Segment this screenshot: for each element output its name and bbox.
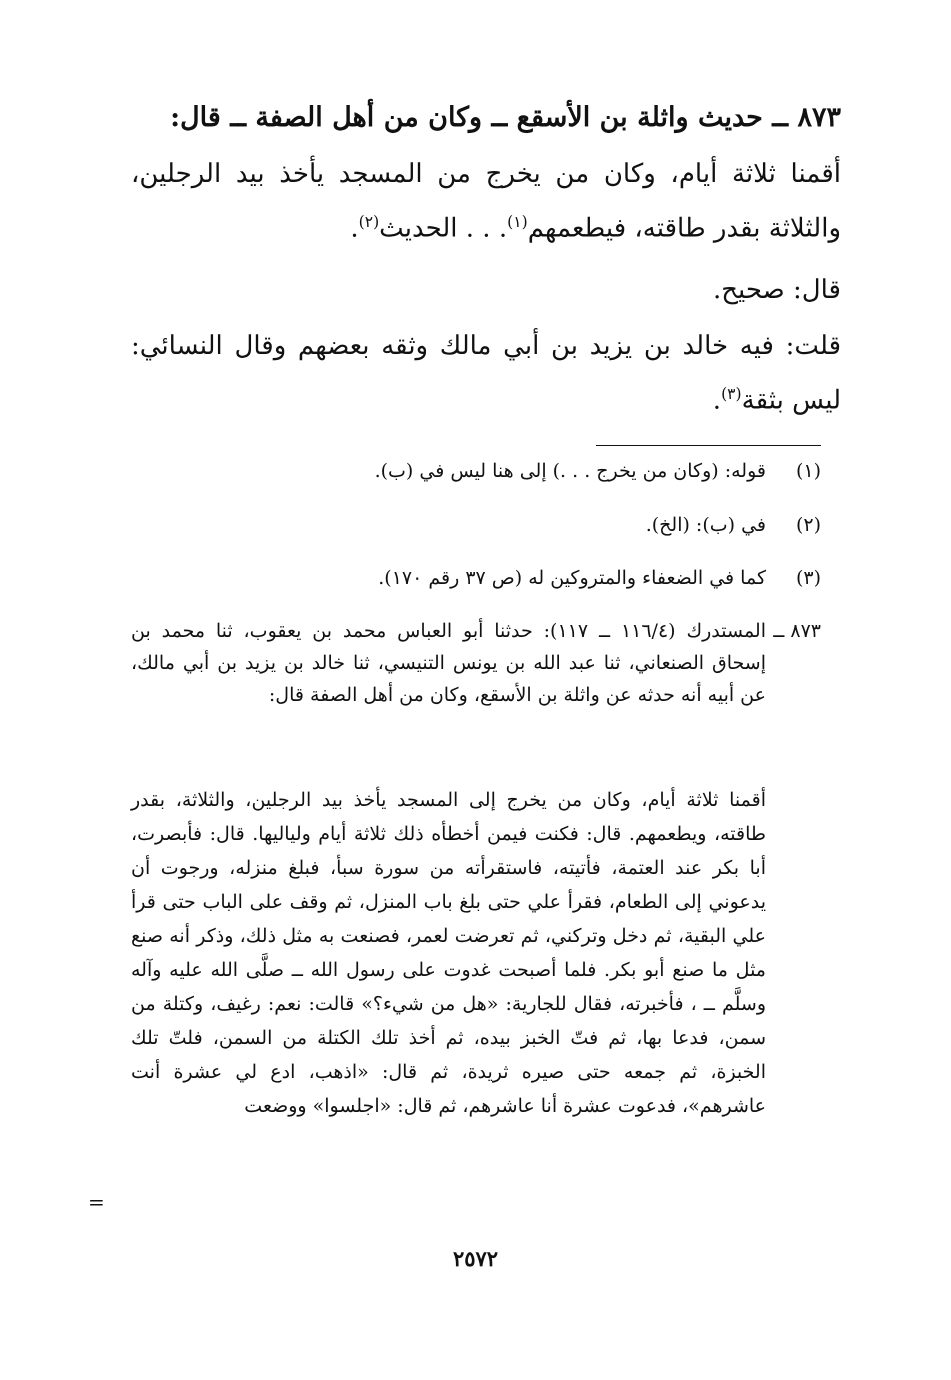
- footnote-number: (٢): [795, 514, 821, 536]
- footnote-number: (٣): [795, 567, 821, 589]
- main-paragraph-2: قال: صحيح.: [712, 275, 841, 305]
- source-text: المستدرك (١١٦/٤ ــ ١١٧): حدثنا أبو العباس محمد بن يعقوب، ثنا محمد بن إسحاق الصنعاني، ثنا عبد الله بن يونس التنيسي، ثنا خالد بن يزيد بن أبي مالك، عن أبيه أنه حدثه عن واثلة بن الأسقع، وكان من أهل الصفة قال:: [131, 620, 766, 706]
- hadith-heading: ٨٧٣ ــ حديث واثلة بن الأسقع ــ وكان من أهل الصفة ــ قال:: [170, 102, 841, 133]
- main-paragraph-1-end: .: [350, 213, 359, 244]
- footnote-ref-3: (٣): [721, 385, 742, 403]
- footnote-2: [131, 510, 821, 540]
- footnote-text: قوله: (وكان من يخرج . . .) إلى هنا ليس في (ب).: [374, 460, 766, 482]
- main-paragraph-1-mid: . . . الحديث: [379, 213, 508, 244]
- source-note: [131, 615, 821, 711]
- footnote-ref-2: (٢): [358, 213, 380, 231]
- main-paragraph-1: [131, 150, 841, 253]
- footnote-text: في (ب): (الخ).: [645, 514, 766, 536]
- source-number: ٨٧٣ ــ: [773, 620, 821, 642]
- page-number: ٢٥٧٢: [452, 1246, 499, 1271]
- footnote-divider: [596, 445, 821, 446]
- continuation-mark: =: [88, 1190, 105, 1214]
- main-paragraph-1-text: أقمنا ثلاثة أيام، وكان من يخرج من المسجد يأخذ بيد الرجلين، والثلاثة بقدر طاقته، فيطعمهم: [131, 159, 841, 244]
- footnote-1: [131, 456, 821, 486]
- main-paragraph-3: [131, 322, 841, 425]
- footnote-number: (١): [795, 460, 821, 482]
- main-paragraph-3-text: قلت: فيه خالد بن يزيد بن أبي مالك وثقه بعضهم وقال النسائي: ليس بثقة: [131, 331, 841, 416]
- main-paragraph-3-end: .: [712, 385, 722, 416]
- hadith-text: أقمنا ثلاثة أيام، وكان من يخرج إلى المسجد يأخذ بيد الرجلين، والثلاثة، بقدر طاقته، ويطعمهم. قال: فكنت فيمن أخطأه ذلك ثلاثة أيام ولياليها. قال: فأبصرت، أبا بكر عند العتمة، فأتيته، فاستقرأته من سورة سبأ، فبلغ منزله، ورجوت أن يدعوني إلى الطعام، فقرأ علي حتى بلغ باب المنزل، ثم وقف على الباب حتى قرأ علي البقية، ثم دخل وتركني، ثم تعرضت لعمر، فصنعت به مثل ذلك، وذكر أنه صنع مثل ما صنع أبو بكر. فلما أصبحت غدوت على رسول الله ــ صلَّى الله عليه وآله وسلَّم ــ ، فأخبرته، فقال للجارية: «هل من شيء؟» قالت: نعم: رغيف، وكتلة من سمن، فدعا بها، ثم فتّ الخبز بيده، ثم أخذ تلك الكتلة من السمن، فلتّ تلك الخبزة، ثم جمعه حتى صيره ثريدة، ثم قال: «اذهب، ادع لي عشرة أنت عاشرهم»، فدعوت عشرة أنا عاشرهم، ثم قال: «اجلسوا» ووضعت: [131, 789, 766, 1117]
- footnote-text: كما في الضعفاء والمتروكين له (ص ٣٧ رقم ١٧٠).: [378, 567, 766, 589]
- footnote-ref-1: (١): [507, 213, 528, 231]
- footnote-3: [131, 563, 821, 593]
